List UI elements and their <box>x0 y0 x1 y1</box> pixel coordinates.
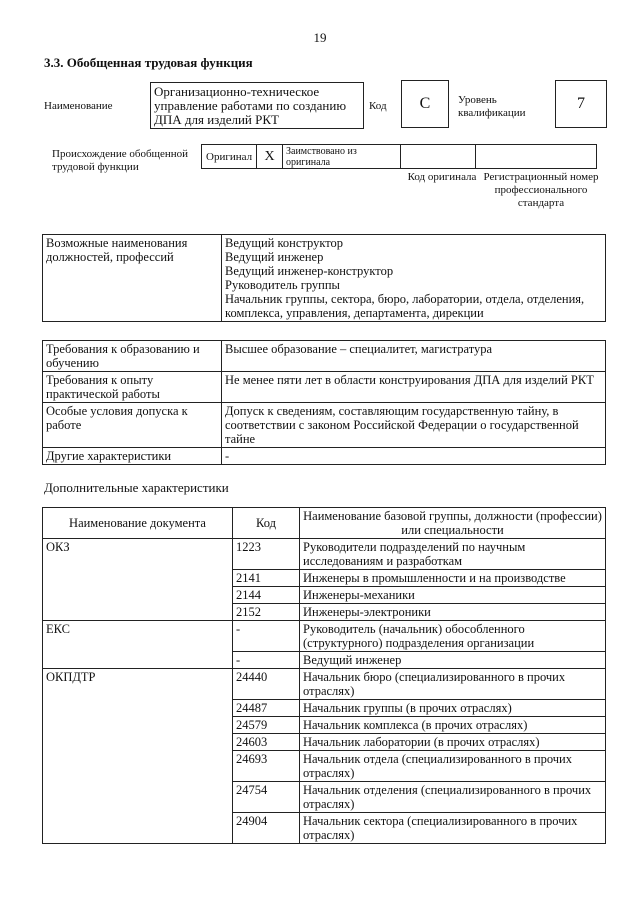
table-row <box>43 539 606 570</box>
additional-table <box>42 507 606 844</box>
section-title: 3.3. Обобщенная трудовая функция <box>44 55 253 70</box>
row-code: 24603 <box>233 734 300 751</box>
row-name: Начальник отдела (специализированного в прочих отраслях) <box>300 751 606 782</box>
page-number: 19 <box>313 30 327 45</box>
reg-number-cell <box>475 144 597 169</box>
row-name: Руководители подразделений по научным исследованиям и разработкам <box>300 539 606 570</box>
doc-name: ОКПДТР <box>43 669 233 844</box>
requirement-label: Требования к образованию и обучению <box>43 341 222 372</box>
row-name: Начальник отделения (специализированного в прочих отраслях) <box>300 782 606 813</box>
row-name: Начальник сектора (специализированного в прочих отраслях) <box>300 813 606 844</box>
row-code: 24754 <box>233 782 300 813</box>
requirement-value: Высшее образование – специалитет, магистратура <box>222 341 606 372</box>
original-mark: X <box>256 144 283 169</box>
requirement-value: Не менее пяти лет в области конструирования ДПА для изделий РКТ <box>222 372 606 403</box>
original-label: Оригинал <box>201 144 257 169</box>
qualification-level: 7 <box>555 80 607 128</box>
code-label: Код <box>369 100 387 112</box>
origin-row <box>202 144 601 169</box>
row-name: Начальник комплекса (в прочих отраслях) <box>300 717 606 734</box>
row-code: 1223 <box>233 539 300 570</box>
row-code: - <box>233 652 300 669</box>
code-original-label: Код оригинала <box>407 171 477 183</box>
table-row <box>43 669 606 700</box>
row-name: Начальник лаборатории (в прочих отраслях) <box>300 734 606 751</box>
requirement-value: Допуск к сведениям, составляющим государственную тайну, в соответствии с законом Российской Федерации о государственной тайне <box>222 403 606 448</box>
function-code: C <box>401 80 449 128</box>
row-name: Ведущий инженер <box>300 652 606 669</box>
row-name: Руководитель (начальник) обособленного (структурного) подразделения организации <box>300 621 606 652</box>
positions-table <box>42 234 606 322</box>
row-name: Начальник бюро (специализированного в прочих отраслях) <box>300 669 606 700</box>
row-code: 24579 <box>233 717 300 734</box>
row-code: 24693 <box>233 751 300 782</box>
position-item: Руководитель группы <box>225 278 340 292</box>
function-name: Организационно-техническое управление работами по созданию ДПА для изделий РКТ <box>150 82 364 129</box>
position-item: Начальник группы, сектора, бюро, лаборатории, отдела, отделения, комплекса, управления, департамента, дирекции <box>225 292 585 320</box>
row-name: Начальник группы (в прочих отраслях) <box>300 700 606 717</box>
row-code: 2141 <box>233 570 300 587</box>
table-row <box>43 341 606 372</box>
code-original-cell <box>400 144 476 169</box>
position-item: Ведущий конструктор <box>225 236 344 250</box>
row-code: 2144 <box>233 587 300 604</box>
row-code: - <box>233 621 300 652</box>
positions-label: Возможные наименования должностей, профессий <box>43 235 222 322</box>
name-label: Наименование <box>44 100 113 112</box>
table-row <box>43 403 606 448</box>
header-row <box>43 508 606 539</box>
row-name: Инженеры-механики <box>300 587 606 604</box>
row-code: 24904 <box>233 813 300 844</box>
additional-title: Дополнительные характеристики <box>44 480 229 495</box>
requirement-label: Требования к опыту практической работы <box>43 372 222 403</box>
doc-name: ОКЗ <box>43 539 233 621</box>
position-item: Ведущий инженер-конструктор <box>225 264 394 278</box>
requirement-label: Особые условия допуска к работе <box>43 403 222 448</box>
column-header: Наименование базовой группы, должности (профессии) или специальности <box>300 508 606 539</box>
row-code: 24487 <box>233 700 300 717</box>
requirement-value: - <box>222 448 606 465</box>
row-code: 24440 <box>233 669 300 700</box>
row-name: Инженеры-электроники <box>300 604 606 621</box>
doc-name: ЕКС <box>43 621 233 669</box>
requirement-label: Другие характеристики <box>43 448 222 465</box>
requirements-table <box>42 340 606 465</box>
row-name: Инженеры в промышленности и на производстве <box>300 570 606 587</box>
table-row <box>43 448 606 465</box>
column-header: Код <box>233 508 300 539</box>
level-label: Уровень квалификации <box>458 94 526 119</box>
position-item: Ведущий инженер <box>225 250 324 264</box>
table-row <box>43 372 606 403</box>
borrowed-label: Заимствовано из оригинала <box>282 144 401 169</box>
origin-label: Происхождение обобщенной трудовой функции <box>52 148 189 173</box>
positions-list <box>222 235 606 322</box>
row-code: 2152 <box>233 604 300 621</box>
table-row <box>43 621 606 652</box>
reg-number-label: Регистрационный номер профессионального стандарта <box>483 171 599 209</box>
column-header: Наименование документа <box>43 508 233 539</box>
